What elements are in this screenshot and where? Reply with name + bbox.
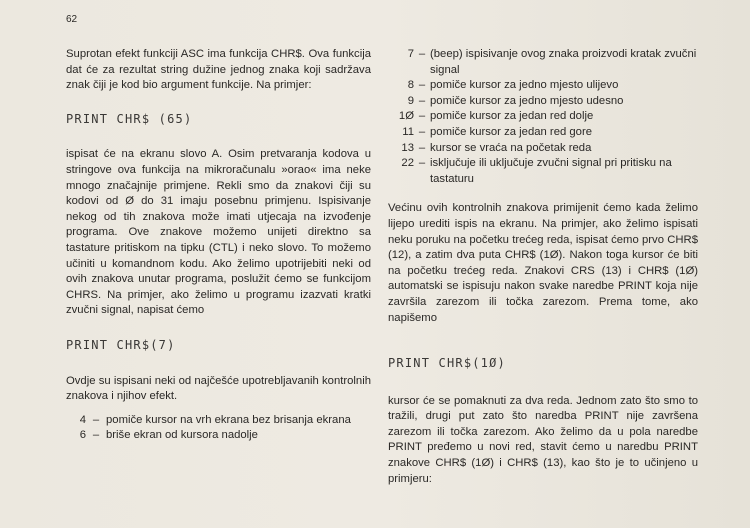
list-item: 13 – kursor se vraća na početak reda	[401, 141, 592, 154]
list-item: 11 – pomiče kursor za jedan red gore	[402, 125, 593, 138]
list-item: 1Ø – pomiče kursor za jedan red dolje	[398, 110, 594, 123]
code-line: PRINT CHR$(7)	[66, 337, 176, 352]
paragraph: Većinu ovih kontrolnih znakova primijenit ćemo kada želimo lijepo urediti ispis na ekranu. Na primjer, ako želimo ispisati neku poruku na početku trećeg reda, ispisat ćemo prvo CHR$ (12), a zatim dva puta CHR$ (1Ø). Nakon toga kursor će biti na početku trećeg reda. Znakovi CRS (13) i CHR$ (1Ø) automatski se ispisuju nakon svake naredbe PRINT koja nije završila zarezom ili točka zarezom. Prema tome, ako napišemo	[388, 202, 698, 324]
list-item: 22 – isključuje ili uključuje zvučni signal pri pritisku na tastaturu	[401, 157, 672, 185]
paragraph: Ovdje su ispisani neki od najčešće upotrebljavanih kontrolnih znakova i njihov efekt.	[66, 374, 371, 403]
paragraph: kursor će se pomaknuti za dva reda. Jednom zato što smo to tražili, drugi put zato što naredba PRINT nije završena zarezom ili točka zarezom. Ako želimo da u pola naredbe PRINT pređemo u novi red, stavit ćemo u naredbu PRINT znakove CHR$ (1Ø) i CHR$ (13), kao što je to učinjeno u primjeru:	[388, 394, 698, 485]
list-item: 8 – pomiče kursor za jedno mjesto ulijevo	[407, 79, 619, 92]
right-column	[388, 47, 698, 487]
page-number: 62	[66, 14, 78, 25]
list-item: 9 – pomiče kursor za jedno mjesto udesno	[407, 94, 624, 107]
code-line: PRINT CHR$ (65)	[66, 111, 193, 126]
paragraph: Suprotan efekt funkciji ASC ima funkcija CHR$. Ova funkcija dat će za rezultat string dužine jednog znaka koji sadržava znak čiji je kod bio argument funkcije. Na primjer:	[66, 48, 371, 92]
left-column	[66, 47, 371, 444]
code-line: PRINT CHR$(1Ø)	[388, 356, 506, 371]
list-item: 6 – briše ekran od kursora nadolje	[79, 429, 258, 442]
paragraph: ispisat će na ekranu slovo A. Osim pretvaranja kodova u stringove ova funkcija na mikroračunalu »orao« ima neke mnogo značajnije primjene. Rekli smo da znakovi čiji su kodovi od Ø do 31 imaju posebnu primjenu. Ispisivanje nekog od tih znakova može imati utjecaja na izvođenje programa. Ove znakove možemo unijeti direktno sa tastature pritiskom na tipku (CTL) i neko slovo. To možemo učiniti u komandnom kodu. Ako želimo upotrijebiti neki od ovih znakova unutar programa, poslužit ćemo se funkcijom CHRS. Na primjer, ako želimo u programu izazvati kratki zvučni signal, napisat ćemo	[66, 148, 371, 317]
list-item: 7 – (beep) ispisivanje ovog znaka proizvodi kratak zvučni signal	[407, 48, 697, 76]
list-item: 4 – pomiče kursor na vrh ekrana bez brisanja ekrana	[79, 413, 351, 426]
